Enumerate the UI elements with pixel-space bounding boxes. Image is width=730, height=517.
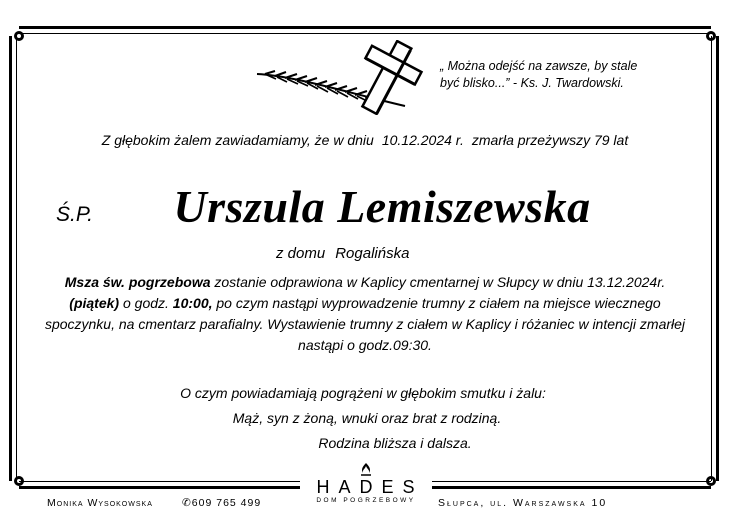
maiden-name: Rogalińska [335,245,410,262]
frame-corner-ornament [711,22,725,36]
quote [440,58,680,92]
mass-title: Msza św. pogrzebowa [64,274,211,290]
logo-subtitle: DOM POGRZEBOWY [316,497,416,504]
mass-day: (piątek) [69,295,120,311]
death-announcement [0,132,730,148]
mass-text: o godz. [119,295,173,311]
cross-with-palm-icon [255,40,440,115]
sp-prefix: Ś.P. [56,203,93,226]
announcement-suffix: zmarła przeżywszy 79 lat [471,132,629,148]
mass-text: zostanie odprawiona w Kaplicy cmentarnej w Słupcy w dniu 13.12.2024r. [210,274,666,290]
mourners-intro: O czym powiadamiają pogrążeni w głębokim smutku i żalu: [180,385,546,401]
mass-time: 10:00, [172,295,213,311]
quote-line: być blisko...” - Ks. J. Twardowski. [440,76,624,90]
maiden-name-line [276,245,409,262]
contact-phone: ✆609 765 499 [182,497,262,509]
frame-corner-ornament [5,481,19,495]
maiden-label: z domu [276,245,326,262]
deceased-name: Urszula Lemiszewska [173,181,591,232]
funeral-home-logo [300,462,432,517]
frame-corner-ornament [711,481,725,495]
announcement-prefix: Z głębokim żalem zawiadamiamy, że w dniu [101,132,374,148]
flame-icon [359,462,373,478]
quote-line: „ Można odejść na zawsze, by stale [440,59,638,73]
funeral-home-address: Słupca, ul. Warszawska 10 [438,497,608,509]
mourners-family: Mąż, syn z żoną, wnuki oraz brat z rodziną. [232,410,502,426]
death-date: 10.12.2024 r. [381,132,464,148]
mourners-relatives: Rodzina bliższa i dalsza. [318,435,472,451]
contact-name: Monika Wysokowska [47,497,153,509]
mass-text: po czym nastąpi wyprowadzenie trumny z ciałem na miejsce wiecznego spoczynku, na cmentarz parafialny. Wystawienie trumny z ciałem w Kaplicy i różaniec w intencji zmarłej nastąpi o godz.09:30. [44,295,686,353]
funeral-mass-info [40,272,690,356]
logo-brand: HADES [316,477,424,497]
frame-corner-ornament [5,22,19,36]
